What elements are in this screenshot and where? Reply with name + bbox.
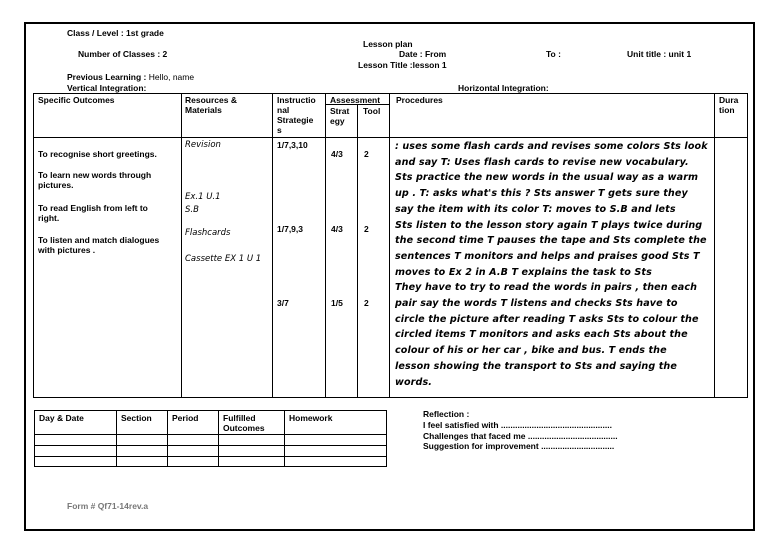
header-strategies: Instructio nal Strategie s xyxy=(277,95,316,135)
log-header-fulfilled: Fulfilled Outcomes xyxy=(223,413,265,433)
reflection-satisfied: I feel satisfied with ............................................... xyxy=(423,420,612,430)
assessment-strategy: 4/3 xyxy=(331,149,343,159)
header-outcomes: Specific Outcomes xyxy=(38,95,115,105)
lesson-plan-title: Lesson plan xyxy=(363,39,413,49)
col-line xyxy=(389,93,390,398)
outcome-item: To recognise short greetings. xyxy=(38,149,157,159)
log-header-homework: Homework xyxy=(289,413,333,423)
header-duration: Dura tion xyxy=(719,95,739,115)
strategy-value: 1/7,3,10 xyxy=(277,140,308,150)
date-to: To : xyxy=(546,49,561,59)
resource-sb: S.B xyxy=(185,205,199,215)
number-of-classes: Number of Classes : 2 xyxy=(78,49,168,59)
form-number: Form # Qf71-14rev.a xyxy=(67,501,149,511)
outcome-item: To listen and match dialogues with pictures . xyxy=(38,235,160,255)
header-assessment: Assessment xyxy=(330,95,381,105)
col-line xyxy=(181,93,182,398)
resource-exercise: Ex.1 U.1 xyxy=(185,192,221,202)
resource-flashcards: Flashcards xyxy=(185,228,231,238)
log-header-period: Period xyxy=(172,413,199,423)
date-from: Date : From xyxy=(399,49,447,59)
lesson-title: Lesson Title :lesson 1 xyxy=(358,60,447,70)
header-strategy: Strat egy xyxy=(330,106,350,126)
procedures-text: : uses some flash cards and revises some colors Sts look and say T: Uses flash cards to revise new vocabulary. Sts practice the new words in the usual way as a warm up . T: asks what's this ? Sts answer T gets sure they say the item with its color T: moves to S.B and lets Sts listen to the lesson story again T plays twice during the second time T pauses the tape and Sts complete the sentences T monitors and helps and praises good Sts T moves to Ex 2 in A.B T explains the task to Sts They have to try to read the words in pairs , then each pair say the words T listens and checks Sts have to circle the picture after reading T asks Sts to colour the circled items T monitors and asks each Sts about the colour of his or her car , bike and bus. T ends the lesson showing the transport to Sts and saying the words. xyxy=(395,141,708,388)
assessment-tool: 2 xyxy=(364,298,369,308)
header-tool: Tool xyxy=(363,106,381,116)
strategy-value: 3/7 xyxy=(277,298,289,308)
resource-revision: Revision xyxy=(185,140,221,150)
assessment-tool: 2 xyxy=(364,224,369,234)
col-line xyxy=(272,93,273,398)
col-line xyxy=(357,104,358,398)
log-header-day-date: Day & Date xyxy=(39,413,84,423)
assessment-strategy: 1/5 xyxy=(331,298,343,308)
resource-cassette: Cassette EX 1 U 1 xyxy=(185,254,262,264)
outcome-item: To learn new words through pictures. xyxy=(38,170,152,190)
header-resources: Resources & Materials xyxy=(185,95,237,115)
vertical-integration: Vertical Integration: xyxy=(67,83,147,93)
reflection-title: Reflection : xyxy=(423,409,470,419)
class-level: Class / Level : 1st grade xyxy=(67,28,164,38)
col-line xyxy=(325,93,326,398)
assessment-tool: 2 xyxy=(364,149,369,159)
log-table xyxy=(34,410,387,467)
header-procedures: Procedures xyxy=(396,95,443,105)
reflection-suggestion: Suggestion for improvement ............................... xyxy=(423,441,615,451)
main-table-header-line xyxy=(33,137,748,138)
log-header-section: Section xyxy=(121,413,152,423)
horizontal-integration: Horizontal Integration: xyxy=(458,83,549,93)
previous-learning: Previous Learning : Hello, name xyxy=(67,72,195,82)
outcome-item: To read English from left to right. xyxy=(38,203,148,223)
col-line xyxy=(714,93,715,398)
strategy-value: 1/7,9,3 xyxy=(277,224,303,234)
unit-title: Unit title : unit 1 xyxy=(627,49,692,59)
reflection-challenges: Challenges that faced me ...................................... xyxy=(423,431,618,441)
assessment-strategy: 4/3 xyxy=(331,224,343,234)
